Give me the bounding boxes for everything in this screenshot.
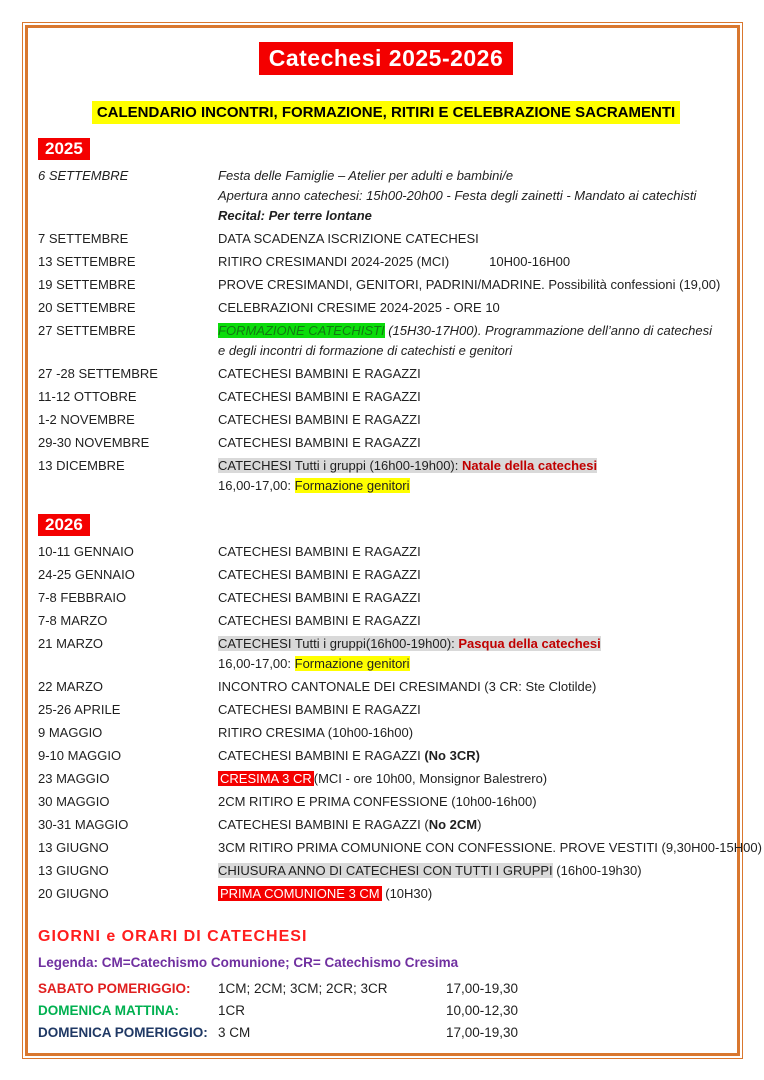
event-date: 13 DICEMBRE [38,458,125,473]
event-details [218,700,734,720]
event-text: (15H30-17H00). Programmazione dell’anno di catechesi [384,323,712,338]
calendar-row [38,769,734,789]
event-text: RITIRO CRESIMANDI 2024-2025 (MCI) [218,254,450,269]
calendar-row [38,634,734,674]
event-line [218,565,734,585]
event-text: CRESIMA 3 CR [220,771,312,786]
event-date: 7 SETTEMBRE [38,231,129,246]
calendar-row [38,321,734,361]
event-date: 24-25 GENNAIO [38,567,135,582]
calendar-row [38,700,734,720]
event-text: 10H00-16H00 [489,254,571,269]
event-text: CATECHESI BAMBINI E RAGAZZI ( [218,817,429,832]
event-date: 20 GIUGNO [38,886,109,901]
event-text: CATECHESI BAMBINI E RAGAZZI [218,366,421,381]
subtitle-row [38,101,734,124]
event-details [218,252,734,272]
event-details [218,746,734,766]
event-text: Natale della catechesi [462,458,598,473]
event-details [218,166,734,226]
event-date: 13 GIUGNO [38,863,109,878]
year-badge-2025: 2025 [38,138,90,160]
schedule-time: 17,00-19,30 [446,1025,519,1040]
event-details [218,769,734,789]
event-text: CATECHESI Tutti i gruppi (16h00-19h00): [218,458,462,473]
event-date: 29-30 NOVEMBRE [38,435,150,450]
event-line [218,588,734,608]
calendar-row [38,565,734,585]
event-date: 25-26 APRILE [38,702,121,717]
schedule-day-label: DOMENICA MATTINA: [38,1003,179,1018]
event-details [218,433,734,453]
event-text: CATECHESI BAMBINI E RAGAZZI [218,567,421,582]
event-text: CATECHESI BAMBINI E RAGAZZI [218,613,421,628]
event-date: 13 SETTEMBRE [38,254,136,269]
event-details [218,611,734,631]
event-line [218,677,734,697]
event-details [218,321,734,361]
event-line [218,769,734,789]
event-text: CATECHESI Tutti i gruppi(16h00-19h00): [218,636,459,651]
event-date: 27 -28 SETTEMBRE [38,366,158,381]
schedule-heading: GIORNI e ORARI DI CATECHESI [38,928,308,945]
calendar-row [38,410,734,430]
event-line [218,884,734,904]
event-date: 7-8 MARZO [38,613,108,628]
event-details [218,410,734,430]
schedule-classes: 1CM; 2CM; 3CM; 2CR; 3CR [218,981,388,996]
event-line [218,206,734,226]
event-text: PRIMA COMUNIONE 3 CM [220,886,380,901]
event-text: PROVE CRESIMANDI, GENITORI, PADRINI/MADRINE. Possibilità confessioni (19,00) [218,277,721,292]
schedule-classes: 1CR [218,1003,246,1018]
event-line [218,433,734,453]
calendar-row [38,433,734,453]
event-line [218,456,734,476]
event-date: 6 SETTEMBRE [38,168,129,183]
event-text: (10H30) [381,886,433,901]
calendar-row [38,861,734,881]
event-details [218,677,734,697]
event-date: 9 MAGGIO [38,725,103,740]
event-line [218,634,734,654]
event-details [218,723,734,743]
event-text: CATECHESI BAMBINI E RAGAZZI [218,412,421,427]
event-date: 9-10 MAGGIO [38,748,122,763]
schedule-classes: 3 CM [218,1025,251,1040]
calendar-rows-2025 [38,166,734,496]
calendar-row [38,884,734,904]
schedule-time: 10,00-12,30 [446,1003,519,1018]
event-details [218,364,734,384]
event-date: 30-31 MAGGIO [38,817,129,832]
event-line [218,364,734,384]
event-text: Formazione genitori [294,478,410,493]
event-line [218,476,734,496]
event-line [218,252,734,272]
event-line [218,387,734,407]
event-text: CELEBRAZIONI CRESIME 2024-2025 - ORE 10 [218,300,500,315]
calendar-row [38,542,734,562]
event-details [218,815,734,835]
calendar-row [38,838,762,858]
event-text: 2CM RITIRO E PRIMA CONFESSIONE (10h00-16h00) [218,794,537,809]
schedule-rows [38,978,734,1044]
event-date: 22 MARZO [38,679,104,694]
event-date: 27 SETTEMBRE [38,323,136,338]
event-details [218,387,734,407]
event-details [218,792,734,812]
schedule-row [38,978,734,1000]
calendar-row [38,252,734,272]
page-title: Catechesi 2025-2026 [259,42,514,75]
event-line [218,321,734,341]
event-details [218,838,762,858]
calendar-row [38,456,734,496]
event-date: 30 MAGGIO [38,794,110,809]
calendar-row [38,792,734,812]
schedule-day-label: SABATO POMERIGGIO: [38,981,191,996]
event-date: 13 GIUGNO [38,840,109,855]
title-row [38,42,734,75]
calendar-row [38,611,734,631]
schedule-time: 17,00-19,30 [446,981,519,996]
calendar-row [38,298,734,318]
event-date: 10-11 GENNAIO [38,544,134,559]
calendar-row [38,166,734,226]
event-date: 11-12 OTTOBRE [38,389,137,404]
event-details [218,565,734,585]
event-text: Formazione genitori [294,656,410,671]
calendar-row [38,815,734,835]
event-line [218,410,734,430]
event-line [218,723,734,743]
schedule-legend: Legenda: CM=Catechismo Comunione; CR= Catechismo Cresima [38,955,459,970]
event-text: (No 3CR) [424,748,480,763]
event-text: Recital: Per terre lontane [218,208,372,223]
event-text: CATECHESI BAMBINI E RAGAZZI [218,544,421,559]
event-text: e degli incontri di formazione di catechisti e genitori [218,343,513,358]
calendar-row [38,588,734,608]
section-2026-header [38,514,734,536]
event-line [218,341,734,361]
schedule-row [38,1022,734,1044]
event-text: CHIUSURA ANNO DI CATECHESI CON TUTTI I GRUPPI [218,863,553,878]
event-line [218,542,734,562]
event-line [218,166,734,186]
calendar-row [38,364,734,384]
event-details [218,861,734,881]
page-subtitle: CALENDARIO INCONTRI, FORMAZIONE, RITIRI E CELEBRAZIONE SACRAMENTI [92,101,680,124]
event-text: (MCI - ore 10h00, Monsignor Balestrero) [313,771,548,786]
event-text: (16h00-19h30) [552,863,642,878]
event-line [218,654,734,674]
event-date: 7-8 FEBBRAIO [38,590,127,605]
event-date: 23 MAGGIO [38,771,110,786]
event-text: 3CM RITIRO PRIMA COMUNIONE CON CONFESSIONE. PROVE VESTITI (9,30H00-15H00) [218,840,762,855]
calendar-row [38,677,734,697]
schedule-day-label: DOMENICA POMERIGGIO: [38,1025,208,1040]
event-text: ) [477,817,482,832]
event-line [218,838,762,858]
schedule-row [38,1000,734,1022]
event-line [218,792,734,812]
event-line [218,298,734,318]
calendar-rows-2026 [38,542,762,904]
event-text: 16,00-17,00: [218,656,295,671]
calendar-row [38,229,734,249]
event-details [218,588,734,608]
event-text: INCONTRO CANTONALE DEI CRESIMANDI (3 CR: Ste Clotilde) [218,679,597,694]
event-line [218,611,734,631]
event-text: CATECHESI BAMBINI E RAGAZZI [218,435,421,450]
event-text: Festa delle Famiglie – Atelier per adulti e bambini/e [218,168,514,183]
calendar-row [38,723,734,743]
event-text: Apertura anno catechesi: 15h00-20h00 - Festa degli zainetti - Mandato ai catechisti [218,188,697,203]
event-date: 20 SETTEMBRE [38,300,136,315]
event-text: CATECHESI BAMBINI E RAGAZZI [218,748,425,763]
year-badge-2026: 2026 [38,514,90,536]
event-line [218,815,734,835]
event-line [218,275,734,295]
event-details [218,456,734,496]
schedule-section [38,928,734,1044]
calendar-row [38,387,734,407]
event-text: RITIRO CRESIMA (10h00-16h00) [218,725,414,740]
calendar-row [38,275,734,295]
event-line [218,229,734,249]
event-line [218,746,734,766]
event-text: 16,00-17,00: [218,478,295,493]
event-line [218,700,734,720]
event-details [218,229,734,249]
event-text: No 2CM [428,817,478,832]
event-details [218,542,734,562]
event-date: 19 SETTEMBRE [38,277,136,292]
event-details [218,634,734,674]
event-text: CATECHESI BAMBINI E RAGAZZI [218,389,421,404]
event-date: 1-2 NOVEMBRE [38,412,135,427]
section-2025-header [38,138,734,160]
event-details [218,275,734,295]
event-details [218,298,734,318]
calendar-row [38,746,734,766]
event-text: CATECHESI BAMBINI E RAGAZZI [218,590,421,605]
document-content [38,42,762,1044]
event-text: CATECHESI BAMBINI E RAGAZZI [218,702,421,717]
event-details [218,884,734,904]
event-text: Pasqua della catechesi [458,636,601,651]
event-line [218,186,734,206]
event-text: FORMAZIONE CATECHISTI [218,323,385,338]
event-line [218,861,734,881]
event-text: DATA SCADENZA ISCRIZIONE CATECHESI [218,231,479,246]
event-date: 21 MARZO [38,636,104,651]
